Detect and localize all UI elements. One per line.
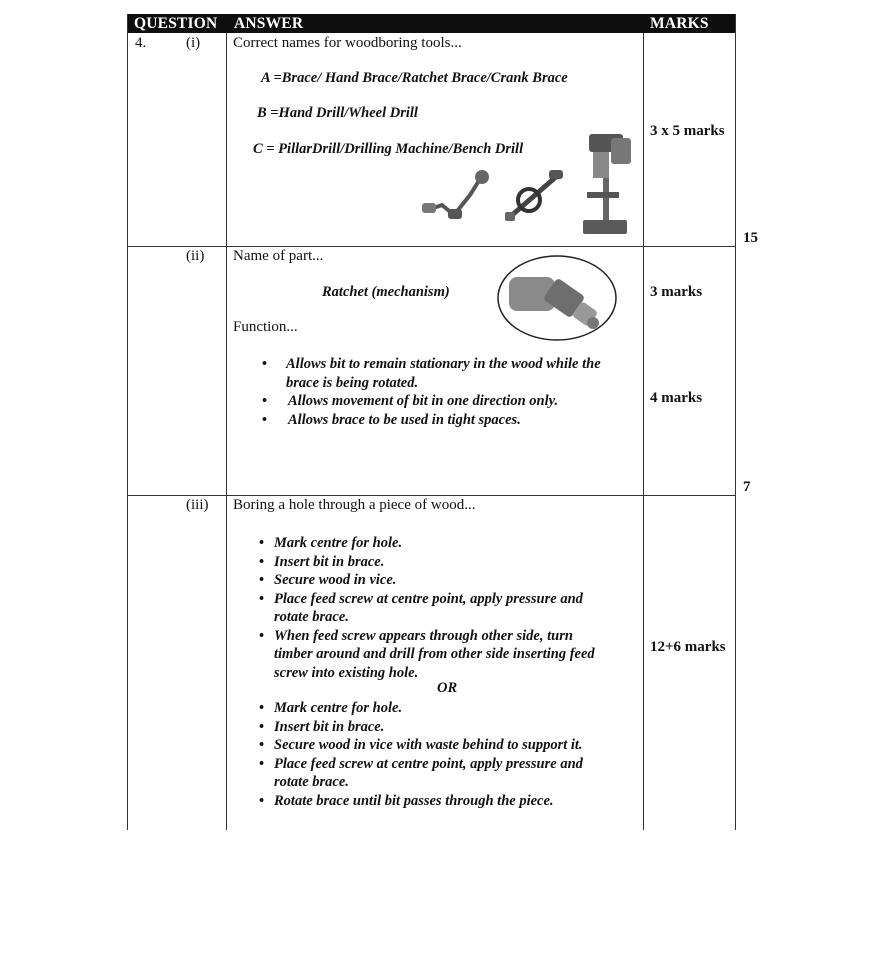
part-iii-label: (iii) [186,497,209,513]
header-marks: MARKS [650,15,709,32]
list-item: • Rotate brace until bit passes through the piece. [259,792,554,809]
answer-a: A =Brace/ Hand Brace/Ratchet Brace/Crank Brace [261,70,568,86]
list-item: • Place feed screw at centre point, apply pressure and rotate brace. [259,590,583,625]
brace-tool-image [420,165,492,225]
part-ii-marks-name: 3 marks [650,284,703,300]
table-header [128,14,736,33]
list-item: • Insert bit in brace. [259,553,385,570]
part-name-answer: Ratchet (mechanism) [322,284,450,300]
column-divider-question [226,33,227,830]
method-2-list [259,699,583,810]
table-border-right [735,14,736,830]
hand-drill-image [505,168,567,223]
or-separator: OR [437,680,458,696]
list-item: • Allows movement of bit in one direction only. [262,393,559,409]
function-bullet-list [262,355,601,429]
answer-c: C = PillarDrill/Drilling Machine/Bench Drill [253,141,524,157]
list-item: • Place feed screw at centre point, apply pressure and rotate brace. [259,755,583,790]
part-i-marks: 3 x 5 marks [650,123,725,139]
list-item: • Mark centre for hole. [259,700,403,716]
table-border-left [127,14,128,830]
list-item: • Allows brace to be used in tight spaces. [262,411,521,428]
part-iii-prompt: Boring a hole through a piece of wood... [233,497,476,513]
list-item: • Secure wood in vice. [259,572,397,588]
column-divider-answer [643,33,644,830]
ratchet-mechanism-image [497,255,619,341]
question-number: 4. [135,35,147,51]
list-item: • Allows bit to remain stationary in the wood while the brace is being rotated. [262,356,601,391]
function-label: Function... [233,319,298,335]
list-item: • Secure wood in vice with waste behind to support it. [259,737,583,753]
method-1-list [259,534,595,682]
row-divider-1 [127,246,736,247]
part-i-prompt: Correct names for woodboring tools... [233,35,462,51]
part-ii-marks-function: 4 marks [650,390,703,406]
pillar-drill-image [583,132,635,238]
header-answer: ANSWER [234,15,304,32]
answer-b: B =Hand Drill/Wheel Drill [257,105,418,121]
header-question: QUESTION [134,15,218,32]
part-iii-marks: 12+6 marks [650,639,726,655]
list-item: • Insert bit in brace. [259,718,385,735]
part-ii-prompt: Name of part... [233,248,324,264]
row-divider-2 [127,495,736,496]
part-ii-total: 7 [743,479,751,495]
part-i-label: (i) [186,35,201,51]
part-ii-label: (ii) [186,248,205,264]
part-i-total: 15 [743,230,758,246]
list-item: • Mark centre for hole. [259,535,403,551]
list-item: • When feed screw appears through other side, turn timber around and drill from other side inserting feed screw into existing hole. [259,627,595,681]
